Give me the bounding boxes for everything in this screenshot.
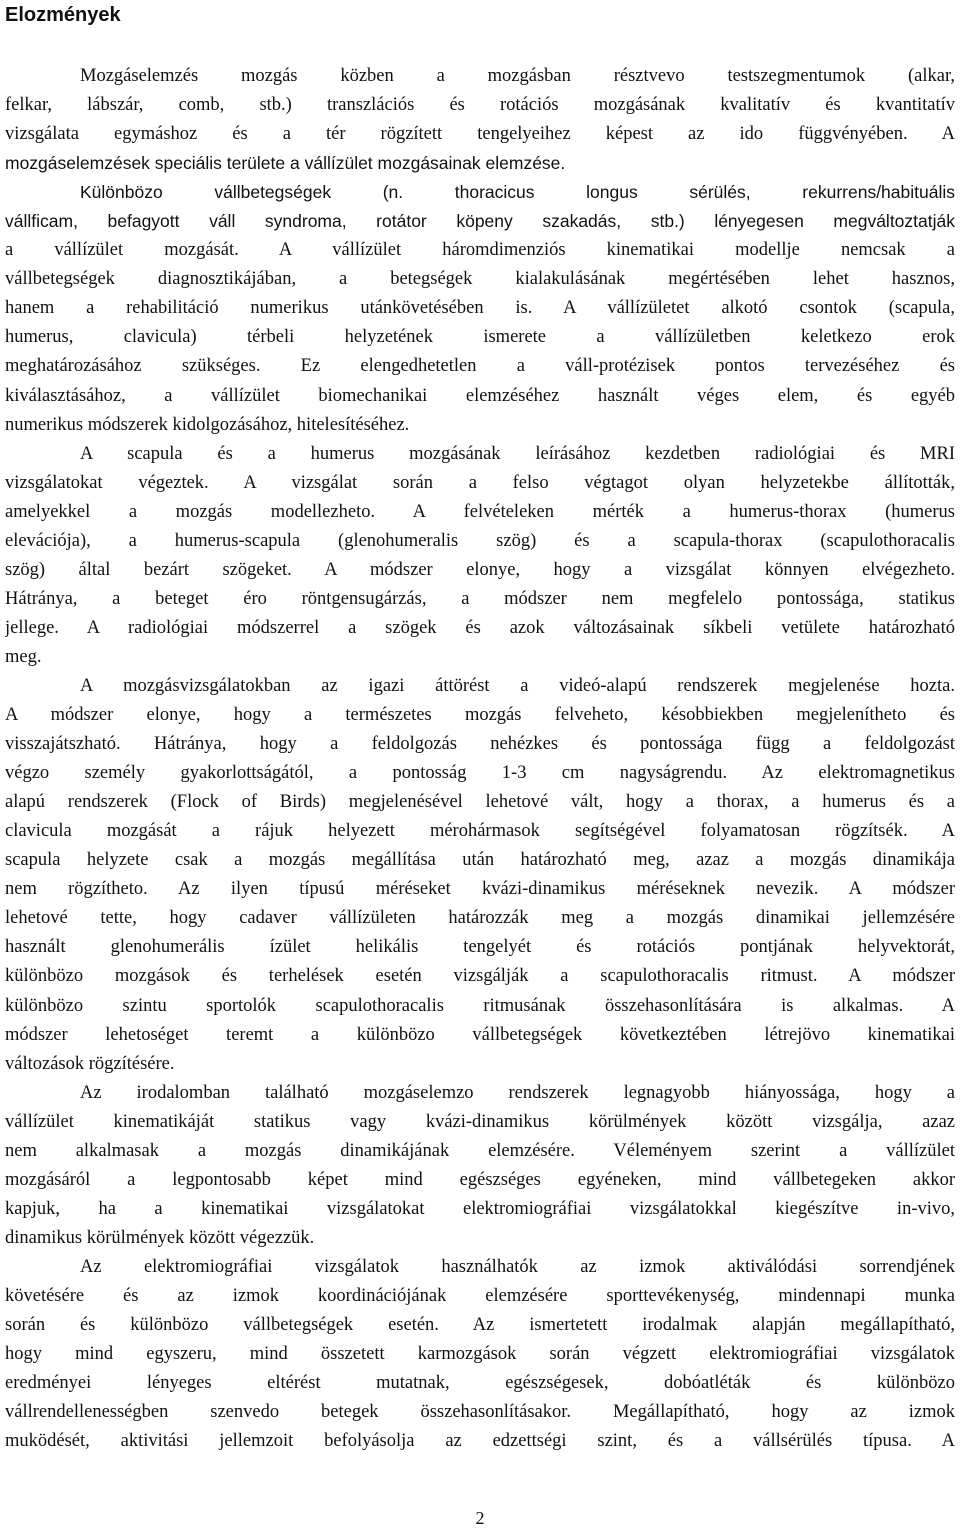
text-line: jellege. A radiológiai módszerrel a szögek és azok változásainak síkbeli vetülete határozható	[5, 617, 955, 638]
text-line: Különbözo vállbetegségek (n. thoracicus longus sérülés, rekurrens/habituális	[80, 182, 955, 203]
text-line: változások rögzítésére.	[5, 1053, 175, 1074]
text-line: mozgáselemzések speciális területe a vállízület mozgásainak elemzése.	[5, 153, 566, 174]
text-line: eredményei lényeges eltérést mutatnak, egészségesek, dobóatléták és különbözo	[5, 1373, 955, 1394]
text-line: kapjuk, ha a kinematikai vizsgálatokat elektromiográfiai vizsgálatokkal kiegészítve in-vivo,	[5, 1198, 955, 1219]
text-line: használt glenohumerális ízület helikális tengelyét és rotációs pontjának helyvektorát,	[5, 937, 955, 958]
text-line: különbözo szintu sportolók scapulothoracalis ritmusának összehasonlítására is alkalmas. A	[5, 995, 955, 1016]
text-line: visszajátszható. Hátránya, hogy a feldolgozás nehézkes és pontossága függ a feldolgozást	[5, 734, 955, 755]
text-line: nem rögzítheto. Az ilyen típusú méréseket kvázi-dinamikus méréseknek nevezik. A módszer	[5, 879, 955, 900]
text-line: meg.	[5, 646, 42, 667]
text-line: clavicula mozgását a rájuk helyezett mérohármasok segítségével folyamatosan rögzítsék. A	[5, 821, 955, 842]
text-line: Mozgáselemzés mozgás közben a mozgásban résztvevo testszegmentumok (alkar,	[80, 66, 955, 86]
text-line: a vállízület mozgását. A vállízület háromdimenziós kinematikai modellje nemcsak a	[5, 240, 955, 261]
text-line: mozgásáról a legpontosabb képet mind egészséges egyéneken, mind vállbetegeken akkor	[5, 1169, 955, 1190]
text-line: kiválasztásához, a vállízület biomechanikai elemzéséhez használt véges elem, és egyéb	[5, 385, 955, 406]
text-line: A mozgásvizsgálatokban az igazi áttörést a videó-alapú rendszerek megjelenése hozta.	[80, 675, 955, 696]
text-line: Az irodalomban található mozgáselemzo rendszerek legnagyobb hiányossága, hogy a	[80, 1082, 955, 1103]
text-line: dinamikus körülmények között végezzük.	[5, 1227, 315, 1248]
text-line: követésére és az izmok koordinációjának elemzésére sporttevékenység, mindennapi munka	[5, 1285, 955, 1306]
text-line: numerikus módszerek kidolgozásához, hitelesítéséhez.	[5, 414, 410, 435]
text-line: A scapula és a humerus mozgásának leírásához kezdetben radiológiai és MRI	[80, 443, 955, 464]
text-line: vizsgálatokat végeztek. A vizsgálat során a felso végtagot olyan helyzetekbe állították,	[5, 472, 955, 493]
document-body	[5, 62, 955, 1456]
text-line: alapú rendszerek (Flock of Birds) megjelenésével lehetové vált, hogy a thorax, a humerus és a	[5, 792, 955, 813]
text-line: végzo személy gyakorlottságától, a pontosság 1-3 cm nagyságrendu. Az elektromagnetikus	[5, 763, 955, 784]
text-line: hanem a rehabilitáció numerikus utánkövetésében is. A vállízületet alkotó csontok (scapula,	[5, 298, 955, 319]
text-line: vállrendellenességben szenvedo betegek összehasonlításakor. Megállapítható, hogy az izmok	[5, 1402, 955, 1423]
text-line: Az elektromiográfiai vizsgálatok használhatók az izmok aktiválódási sorrendjének	[80, 1256, 955, 1277]
text-line: elevációja), a humerus-scapula (glenohumeralis szög) és a scapula-thorax (scapulothoracalis	[5, 530, 955, 551]
text-line: vállbetegségek diagnosztikájában, a betegségek kialakulásának megértésében lehet hasznos,	[5, 269, 955, 290]
text-line: felkar, lábszár, comb, stb.) transzlációs és rotációs mozgásának kvalitatív és kvantitatív	[5, 95, 955, 116]
text-line: vállízület kinematikáját statikus vagy kvázi-dinamikus körülmények között vizsgálja, azaz	[5, 1111, 955, 1132]
section-heading: Elozmények	[5, 4, 121, 26]
text-line: különbözo mozgások és terhelések esetén vizsgálják a scapulothoracalis ritmust. A módszer	[5, 966, 955, 987]
text-line: szög) által bezárt szögeket. A módszer elonye, hogy a vizsgálat könnyen elvégezheto.	[5, 559, 955, 580]
text-line: módszer lehetoséget teremt a különbözo vállbetegségek következtében létrejövo kinematikai	[5, 1024, 955, 1045]
text-line: meghatározásához szükséges. Ez elengedhetetlen a váll-protézisek pontos tervezéséhez és	[5, 356, 955, 377]
text-line: scapula helyzete csak a mozgás megállítása után határozható meg, azaz a mozgás dinamikája	[5, 850, 955, 871]
text-line: humerus, clavicula) térbeli helyzetének ismerete a vállízületben keletkezo erok	[5, 327, 955, 348]
text-line: vállficam, befagyott váll syndroma, rotátor köpeny szakadás, stb.) lényegesen megváltoztatják	[5, 211, 955, 232]
text-line: nem alkalmasak a mozgás dinamikájának elemzésére. Véleményem szerint a vállízület	[5, 1140, 955, 1161]
text-line: lehetové tette, hogy cadaver vállízületen határozzák meg a mozgás dinamikai jellemzésére	[5, 908, 955, 929]
text-line: muködését, aktivitási jellemzoit befolyásolja az edzettségi szint, és a vállsérülés típusa. A	[5, 1431, 955, 1452]
text-line: amelyekkel a mozgás modellezheto. A felvételeken mérték a humerus-thorax (humerus	[5, 501, 955, 522]
text-line: során és különbözo vállbetegségek esetén. Az ismertetett irodalmak alapján megállapítható,	[5, 1315, 955, 1336]
page-number: 2	[475, 1508, 485, 1528]
text-line: A módszer elonye, hogy a természetes mozgás felveheto, késobbiekben megjelenítheto és	[5, 705, 955, 726]
text-line: Hátránya, a beteget éro röntgensugárzás, a módszer nem megfelelo pontossága, statikus	[5, 588, 955, 609]
text-line: hogy mind egyszeru, mind összetett karmozgások során végzett elektromiográfiai vizsgálatok	[5, 1344, 955, 1365]
text-line: vizsgálata egymáshoz és a tér rögzített tengelyeihez képest az ido függvényében. A	[5, 124, 955, 145]
